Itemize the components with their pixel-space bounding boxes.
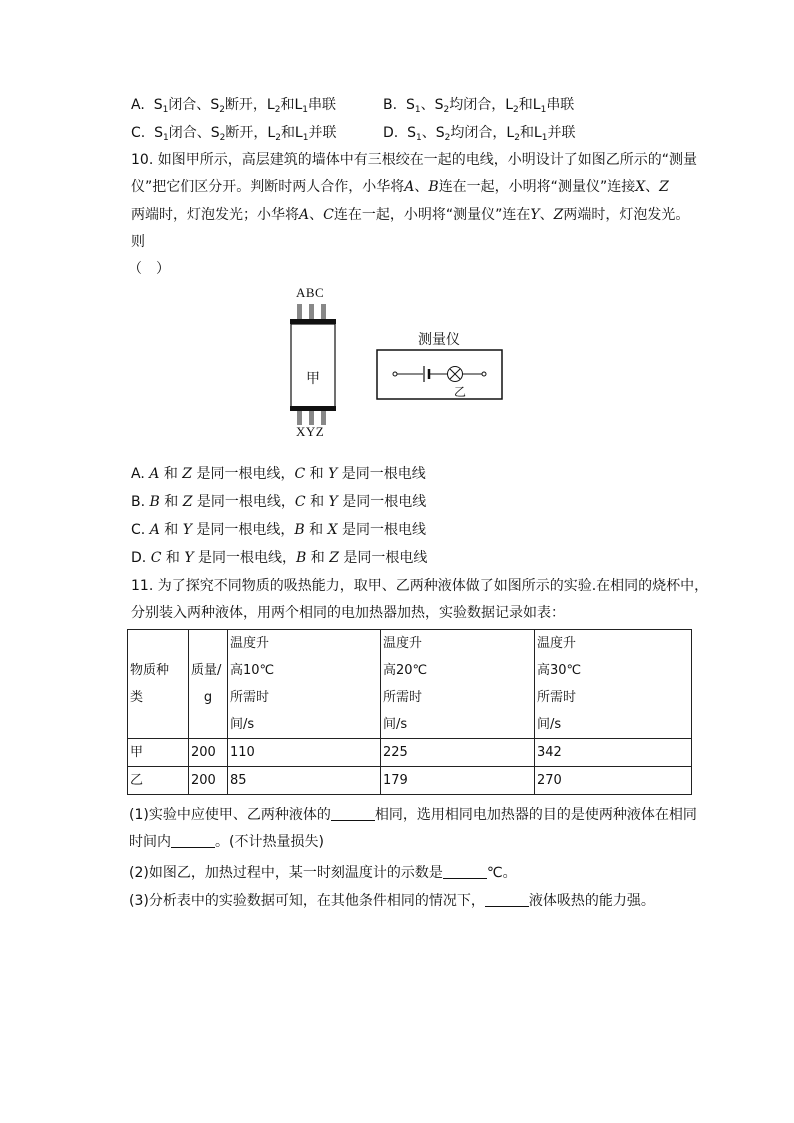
- header-substance: 物质种 类: [128, 630, 189, 739]
- cell-t20: 179: [381, 767, 535, 795]
- meter-label: 乙: [454, 385, 467, 399]
- cell-t30: 342: [535, 739, 692, 767]
- q10-stem-line4: 则: [131, 234, 145, 250]
- figure-jia-bottom-label: XYZ: [296, 424, 325, 439]
- figure-jia-box-label: 甲: [306, 371, 320, 387]
- q11-stem-line2: 分别装入两种液体，用两个相同的电加热器加热，实验数据记录如表：: [131, 605, 565, 621]
- header-time-20: 温度升 高20℃ 所需时 间/s: [381, 630, 535, 739]
- cell-mass: 200: [189, 767, 228, 795]
- cell-mass: 200: [189, 739, 228, 767]
- meter-circuit-diagram: [376, 328, 504, 402]
- wall-wire-diagram: [280, 282, 350, 440]
- q10-option-b: B. B 和 Z 是同一根电线，C 和 Y 是同一根电线: [131, 494, 427, 510]
- q9-option-a: A. $S_1$闭合、$S_2$断开，$L_2$和$L_1$串联: [131, 97, 337, 115]
- table-row: [128, 767, 692, 795]
- answer-blank: [331, 806, 375, 821]
- q10-option-d: D. C 和 Y 是同一根电线，B 和 Z 是同一根电线: [131, 550, 428, 566]
- meter-title: 测量仪: [418, 332, 460, 348]
- header-time-30: 温度升 高30℃ 所需时 间/s: [535, 630, 692, 739]
- q9-option-b: B. $S_1$、$S_2$均闭合，$L_2$和$L_1$串联: [383, 97, 575, 115]
- q11-sub1-line1: (1)实验中应使甲、乙两种液体的 相同，选用相同电加热器的目的是使两种液体在相同: [129, 807, 697, 823]
- q10-stem-line3: 两端时，灯泡发光；小华将A、C连在一起，小明将“测量仪”连在Y、Z两端时，灯泡发光。: [131, 207, 690, 223]
- q9-option-d: D. $S_1$、$S_2$均闭合，$L_2$和$L_1$并联: [383, 125, 576, 143]
- answer-blank: [443, 864, 487, 879]
- cell-t30: 270: [535, 767, 692, 795]
- table-row: [128, 739, 692, 767]
- q10-option-a: A. A 和 Z 是同一根电线，C 和 Y 是同一根电线: [131, 466, 426, 482]
- table-header-row: [128, 630, 692, 739]
- figure-jia: [280, 282, 350, 440]
- q9-option-c: C. $S_1$闭合、$S_2$断开，$L_2$和$L_1$并联: [131, 125, 337, 143]
- q10-option-c: C. A 和 Y 是同一根电线，B 和 X 是同一根电线: [131, 522, 427, 538]
- figure-jia-top-label: ABC: [296, 285, 325, 300]
- q11-sub1-line2: 时间内 。(不计热量损失): [129, 834, 324, 850]
- q11-sub2: (2)如图乙，加热过程中，某一时刻温度计的示数是 ℃。: [129, 865, 517, 881]
- cell-substance: 甲: [128, 739, 189, 767]
- cell-t10: 85: [228, 767, 381, 795]
- q11-sub3: (3)分析表中的实验数据可知，在其他条件相同的情况下， 液体吸热的能力强。: [129, 893, 655, 909]
- q11-data-table: [127, 629, 692, 795]
- cell-t10: 110: [228, 739, 381, 767]
- q10-answer-bracket: （ ）: [128, 261, 170, 277]
- answer-blank: [171, 833, 215, 848]
- q10-stem-line1: 10. 如图甲所示，高层建筑的墙体中有三根绞在一起的电线，小明设计了如图乙所示的“测量: [131, 152, 697, 168]
- cell-substance: 乙: [128, 767, 189, 795]
- figure-yi: [376, 328, 504, 402]
- q11-stem-line1: 11. 为了探究不同物质的吸热能力，取甲、乙两种液体做了如图所示的实验.在相同的烧杯中，: [131, 578, 709, 594]
- header-mass: 质量/ g: [189, 630, 228, 739]
- cell-t20: 225: [381, 739, 535, 767]
- answer-blank: [485, 892, 529, 907]
- header-time-10: 温度升 高10℃ 所需时 间/s: [228, 630, 381, 739]
- q10-stem-line2: 仪”把它们区分开。判断时两人合作，小华将A、B连在一起，小明将“测量仪”连接X、Z: [131, 179, 669, 195]
